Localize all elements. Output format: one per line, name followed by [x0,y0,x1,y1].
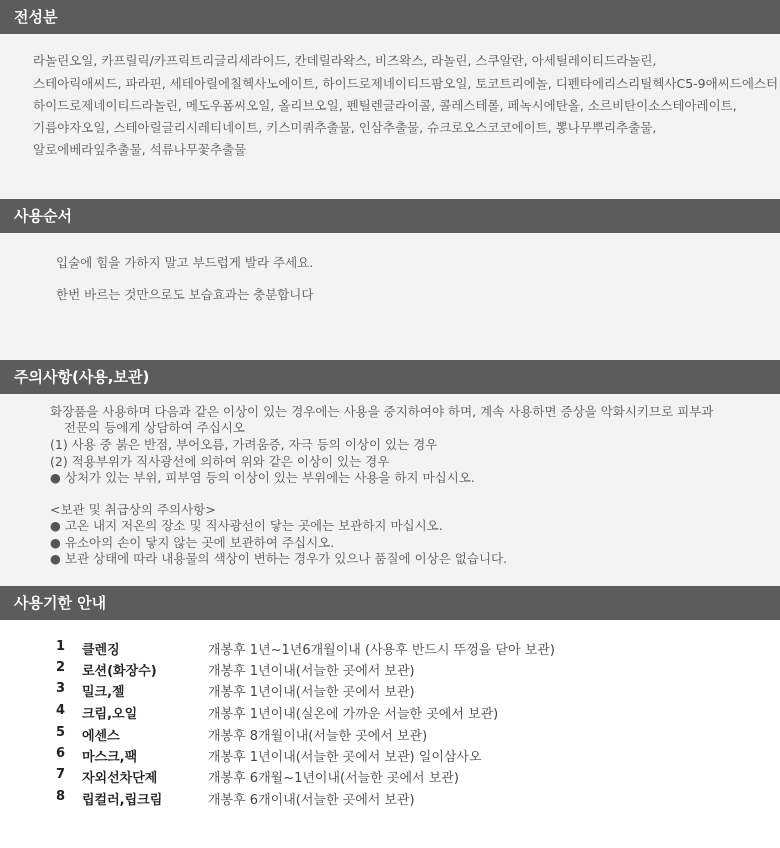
expiration-period: 개봉후 6개이내(서늘한 곳에서 보관) [208,793,415,808]
expiration-product: 크림,오일 [82,707,138,722]
expiration-panel [0,620,780,848]
expiration-header: 사용기한 안내 [0,586,780,620]
caution-line: (2) 적용부위가 직사광선에 의하여 위와 같은 이상이 있는 경우 [50,454,390,469]
expiration-number: 8 [56,789,66,804]
expiration-product: 마스크,팩 [82,750,138,765]
expiration-row [0,660,780,682]
expiration-number: 1 [56,639,66,654]
usage-panel [0,233,780,360]
expiration-product: 립컬러,립크림 [82,793,163,808]
cautions-header: 주의사항(사용,보관) [0,360,780,394]
ingredients-line: 라놀린오일, 카프릴릭/카프릭트리글리세라이드, 칸데릴라왁스, 비즈왁스, 라놀린, 스쿠알란, 아세틸레이티드라놀린, [33,53,657,68]
ingredients-line: 하이드로제네이티드라놀린, 메도우폼씨오일, 올리브오일, 펜틸렌글라이콜, 콜레스테롤, 페녹시에탄올, 소르비탄이소스테아레이트, [33,98,737,113]
caution-line: (1) 사용 중 붉은 반점, 부어오름, 가려움증, 자극 등의 이상이 있는 경우 [50,437,438,452]
expiration-period: 개봉후 6개월~1년이내(서늘한 곳에서 보관) [208,771,459,786]
expiration-number: 5 [56,725,66,740]
expiration-row [0,746,780,768]
caution-line: 전문의 등에게 상담하여 주십시오 [64,420,245,435]
expiration-number: 4 [56,703,66,718]
expiration-row [0,681,780,703]
expiration-row [0,767,780,789]
caution-line: 화장품을 사용하며 다음과 같은 이상이 있는 경우에는 사용을 중지하여야 하며, 계속 사용하면 증상을 악화시키므로 피부과 [50,404,714,419]
expiration-period: 개봉후 1년이내(서늘한 곳에서 보관) [208,664,415,679]
expiration-row [0,703,780,725]
ingredients-line: 스테아릭애씨드, 파라핀, 세테아릴에칠헥사노에이트, 하이드로제네이티드팜오일, 토코트리에놀, 디펜타에리스리틸헥사C5-9애씨드에스터 [33,76,779,91]
caution-line: ● 보관 상태에 따라 내용물의 색상이 변하는 경우가 있으나 품질에 이상은 없습니다. [50,551,508,566]
expiration-number: 6 [56,746,66,761]
expiration-period: 개봉후 1년이내(실온에 가까운 서늘한 곳에서 보관) [208,707,499,722]
expiration-product: 에센스 [82,729,120,744]
caution-line: ● 유소아의 손이 닿지 않는 곳에 보관하여 주십시오. [50,535,335,550]
caution-line: ● 상처가 있는 부위, 피부염 등의 이상이 있는 부위에는 사용을 하지 마십시오. [50,470,475,485]
usage-line: 한번 바르는 것만으로도 보습효과는 충분합니다 [56,287,314,302]
ingredients-line: 기름야자오일, 스테아릴글리시레티네이트, 키스미쿼추출물, 인삼추출물, 슈크로오스코코에이트, 뽕나무뿌리추출물, [33,120,657,135]
ingredients-line: 알로에베라잎추출물, 석류나무꽃추출물 [33,142,247,157]
expiration-number: 3 [56,681,66,696]
expiration-product: 로션(화장수) [82,664,157,679]
ingredients-panel [0,34,780,199]
expiration-number: 7 [56,767,66,782]
expiration-period: 개봉후 1년이내(서늘한 곳에서 보관) [208,685,415,700]
expiration-row [0,639,780,661]
caution-line: ● 고온 내지 저온의 장소 및 직사광선이 닿는 곳에는 보관하지 마십시오. [50,518,443,533]
usage-line: 입술에 힘을 가하지 말고 부드럽게 발라 주세요. [56,255,314,270]
expiration-row [0,725,780,747]
expiration-period: 개봉후 8개월이내(서늘한 곳에서 보관) [208,729,428,744]
expiration-number: 2 [56,660,66,675]
cautions-panel [0,394,780,586]
ingredients-header: 전성분 [0,0,780,34]
expiration-product: 자외선차단제 [82,771,158,786]
usage-header: 사용순서 [0,199,780,233]
expiration-period: 개봉후 1년이내(서늘한 곳에서 보관) 일이삼사오 [208,750,482,765]
storage-heading: <보관 및 취급상의 주의사항> [50,502,216,517]
expiration-product: 밀크,젤 [82,685,125,700]
expiration-row [0,789,780,811]
expiration-period: 개봉후 1년~1년6개월이내 (사용후 반드시 뚜껑을 닫아 보관) [208,643,555,658]
expiration-product: 클렌징 [82,643,120,658]
